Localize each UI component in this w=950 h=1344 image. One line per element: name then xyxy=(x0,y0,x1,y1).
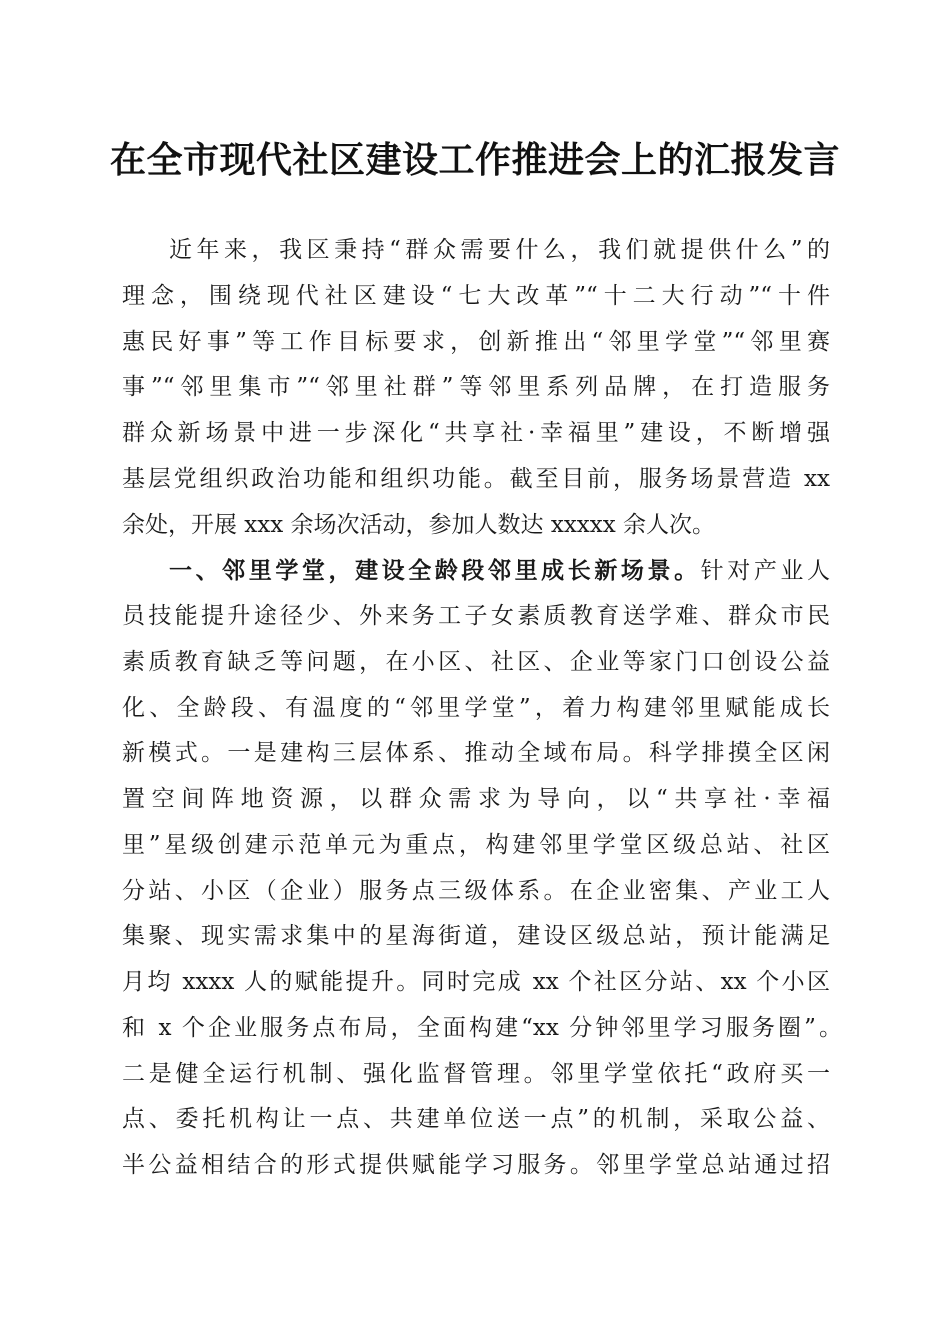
paragraph-1-line-3: 惠民好事”等工作目标要求，创新推出“邻里学堂”“邻里赛 xyxy=(122,328,830,355)
paragraph-2-line-4: 化、全龄段、有温度的“邻里学堂”，着力构建邻里赋能成长 xyxy=(122,694,830,721)
document-title: 在全市现代社区建设工作推进会上的汇报发言 xyxy=(109,139,840,181)
paragraph-2-line-7: 里”星级创建示范单元为重点，构建邻里学堂区级总站、社区 xyxy=(122,831,830,858)
paragraph-2-line-12: 二是健全运行机制、强化监督管理。邻里学堂依托“政府买一 xyxy=(122,1060,830,1087)
paragraph-2-line-6: 置空间阵地资源，以群众需求为导向，以“共享社·幸福 xyxy=(122,786,830,812)
paragraph-1-line-4: 事”“邻里集市”“邻里社群”等邻里系列品牌，在打造服务 xyxy=(122,374,830,401)
paragraph-2-line-8: 分站、小区（企业）服务点三级体系。在企业密集、产业工人 xyxy=(122,877,830,904)
paragraph-1-line-7: 余处，开展 xxx 余场次活动，参加人数达 xxxxx 余人次。 xyxy=(122,511,716,538)
paragraph-2-line-10: 月均 xxxx 人的赋能提升。同时完成 xx 个社区分站、xx 个小区 xyxy=(122,969,830,995)
section-heading: 一、邻里学堂，建设全龄段邻里成长新场景。 xyxy=(169,557,701,585)
paragraph-2-line-13: 点、委托机构让一点、共建单位送一点”的机制，采取公益、 xyxy=(122,1106,830,1133)
paragraph-2-line-9: 集聚、现实需求集中的星海街道，建设区级总站，预计能满足 xyxy=(122,923,830,950)
paragraph-2-line-3: 素质教育缺乏等问题，在小区、社区、企业等家门口创设公益 xyxy=(122,648,830,675)
paragraph-1-line-5: 群众新场景中进一步深化“共享社·幸福里”建设，不断增强 xyxy=(122,420,830,446)
paragraph-1-line-6: 基层党组织政治功能和组织功能。截至目前，服务场景营造 xx xyxy=(122,465,830,492)
document-body xyxy=(122,228,842,1189)
paragraph-1-line-2: 理念，围绕现代社区建设“七大改革”“十二大行动”“十件 xyxy=(122,282,830,309)
paragraph-2-line-1-text: 针对产业人 xyxy=(700,558,831,585)
paragraph-2-line-11: 和 x 个企业服务点布局，全面构建“xx 分钟邻里学习服务圈”。 xyxy=(122,1014,842,1041)
paragraph-2-line-2: 员技能提升途径少、外来务工子女素质教育送学难、群众市民 xyxy=(122,603,830,629)
paragraph-2-line-14: 半公益相结合的形式提供赋能学习服务。邻里学堂总站通过招 xyxy=(122,1152,830,1178)
paragraph-1-line-1: 近年来，我区秉持“群众需要什么，我们就提供什么”的 xyxy=(169,237,830,263)
paragraph-2-line-5: 新模式。一是建构三层体系、推动全域布局。科学排摸全区闲 xyxy=(122,740,830,767)
paragraph-2-line-1 xyxy=(122,548,830,594)
